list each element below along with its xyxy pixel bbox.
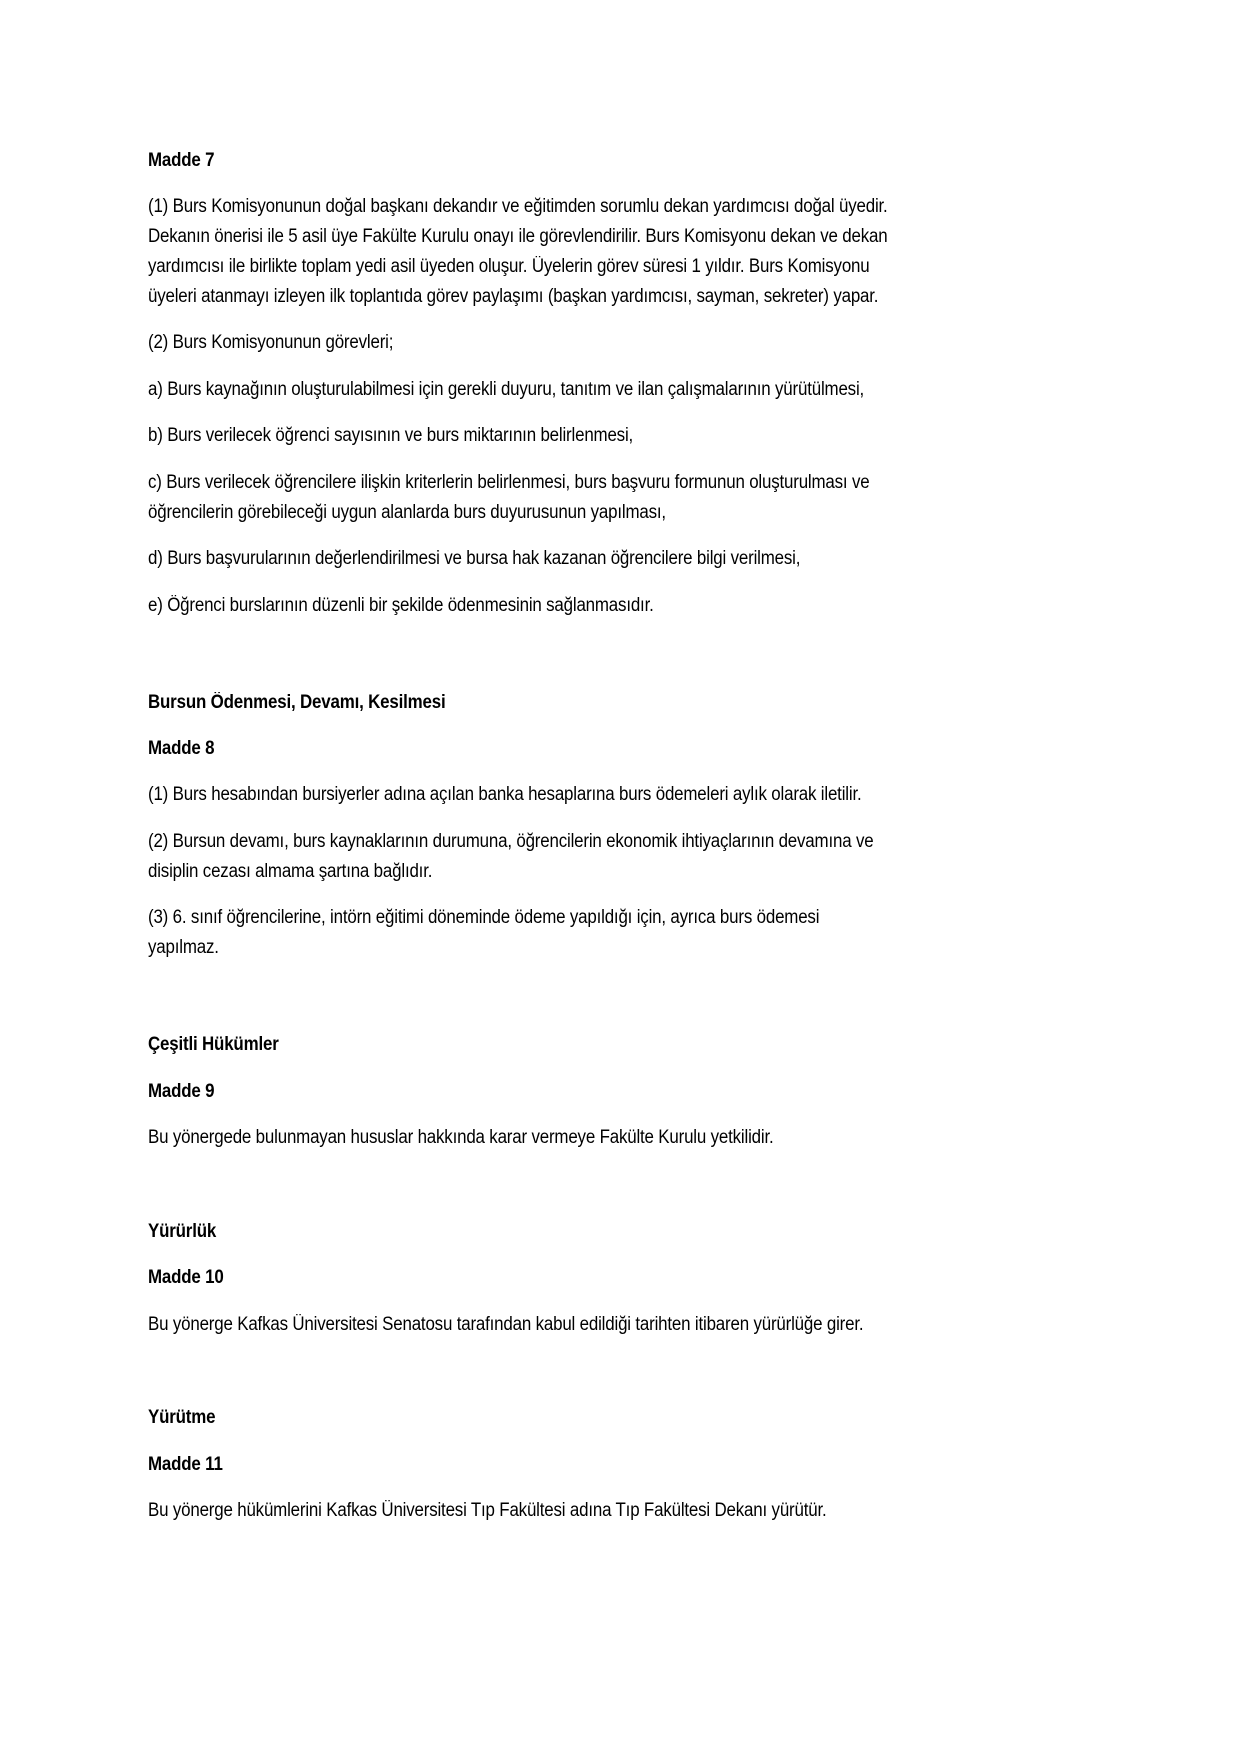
madde-9-heading: Madde 9 <box>148 1081 215 1102</box>
madde-8-p2-line-2: disiplin cezası almama şartına bağlıdır. <box>148 861 433 882</box>
madde-8-p3-line-2: yapılmaz. <box>148 937 219 958</box>
madde-7-p1-line-4: üyeleri atanmayı izleyen ilk toplantıda görev paylaşımı (başkan yardımcısı, sayman, sekreter) yapar. <box>148 286 879 307</box>
madde-8-heading: Madde 8 <box>148 738 215 759</box>
madde-10-p1: Bu yönerge Kafkas Üniversitesi Senatosu tarafından kabul edildiği tarihten itibaren yürürlüğe girer. <box>148 1314 864 1335</box>
madde-7-item-c-line-1: c) Burs verilecek öğrencilere ilişkin kriterlerin belirlenmesi, burs başvuru formunun oluşturulması ve <box>148 472 870 493</box>
madde-7-item-b: b) Burs verilecek öğrenci sayısının ve burs miktarının belirlenmesi, <box>148 425 634 446</box>
madde-7-p1-line-3: yardımcısı ile birlikte toplam yedi asil üyeden oluşur. Üyelerin görev süresi 1 yıldır. Burs Komisyonu <box>148 256 870 277</box>
madde-7-item-d: d) Burs başvurularının değerlendirilmesi ve bursa hak kazanan öğrencilere bilgi verilmesi, <box>148 548 801 569</box>
madde-11-heading: Madde 11 <box>148 1454 223 1475</box>
section-11-title: Yürütme <box>148 1407 216 1428</box>
madde-7-p1-line-2: Dekanın önerisi ile 5 asil üye Fakülte Kurulu onayı ile görevlendirilir. Burs Komisyonu dekan ve dekan <box>148 226 888 247</box>
madde-8-p2-line-1: (2) Bursun devamı, burs kaynaklarının durumuna, öğrencilerin ekonomik ihtiyaçlarının devamına ve <box>148 831 874 852</box>
madde-9-p1: Bu yönergede bulunmayan hususlar hakkında karar vermeye Fakülte Kurulu yetkilidir. <box>148 1127 774 1148</box>
section-10-title: Yürürlük <box>148 1221 217 1242</box>
madde-7-item-a: a) Burs kaynağının oluşturulabilmesi için gerekli duyuru, tanıtım ve ilan çalışmalarının yürütülmesi, <box>148 379 865 400</box>
madde-7-p2: (2) Burs Komisyonunun görevleri; <box>148 332 394 353</box>
section-9-title: Çeşitli Hükümler <box>148 1034 279 1055</box>
madde-10-heading: Madde 10 <box>148 1267 224 1288</box>
madde-11-p1: Bu yönerge hükümlerini Kafkas Üniversitesi Tıp Fakültesi adına Tıp Fakültesi Dekanı yürütür. <box>148 1500 827 1521</box>
madde-8-p3-line-1: (3) 6. sınıf öğrencilerine, intörn eğitimi döneminde ödeme yapıldığı için, ayrıca burs ödemesi <box>148 907 820 928</box>
madde-7-item-c-line-2: öğrencilerin görebileceği uygun alanlarda burs duyurusunun yapılması, <box>148 502 666 523</box>
section-8-title: Bursun Ödenmesi, Devamı, Kesilmesi <box>148 692 446 713</box>
madde-7-p1-line-1: (1) Burs Komisyonunun doğal başkanı dekandır ve eğitimden sorumlu dekan yardımcısı doğal üyedir. <box>148 196 888 217</box>
madde-8-p1: (1) Burs hesabından bursiyerler adına açılan banka hesaplarına burs ödemeleri aylık olarak iletilir. <box>148 784 862 805</box>
madde-7-item-e: e) Öğrenci burslarının düzenli bir şekilde ödenmesinin sağlanmasıdır. <box>148 595 654 616</box>
madde-7-heading: Madde 7 <box>148 150 215 171</box>
